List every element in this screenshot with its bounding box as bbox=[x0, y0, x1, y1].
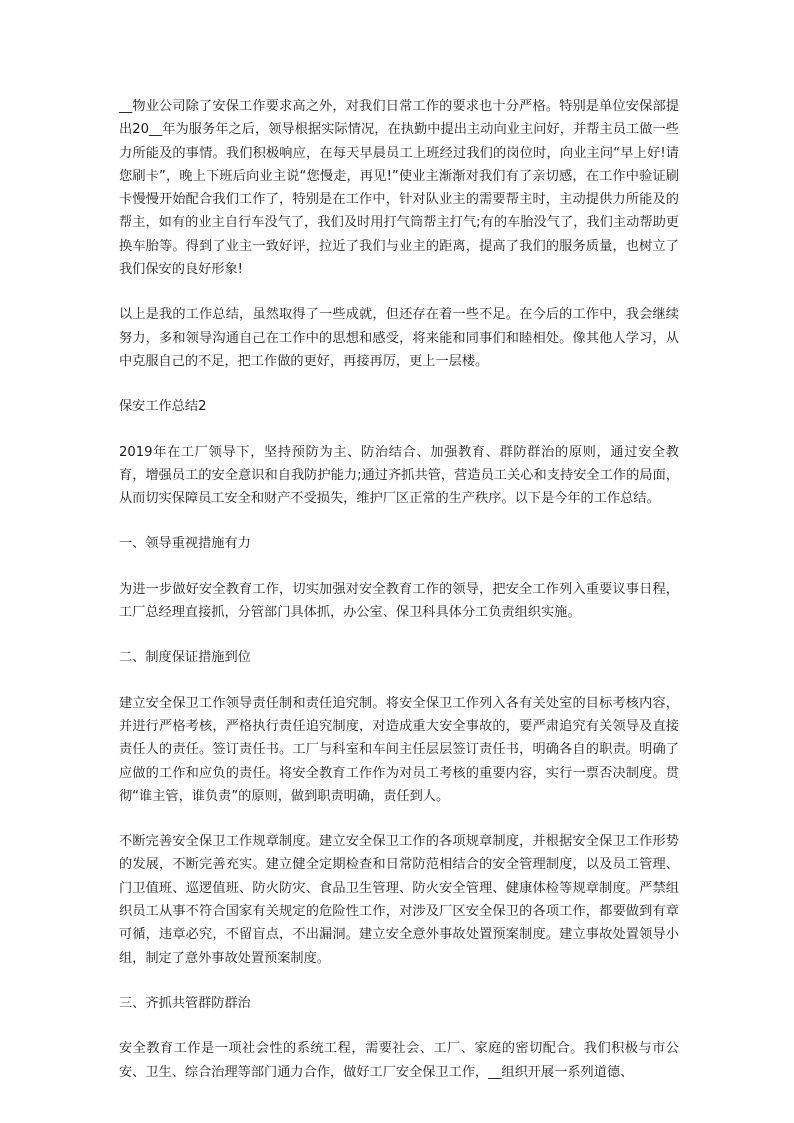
document-page bbox=[119, 95, 679, 1084]
heading-leadership: 一、领导重视措施有力 bbox=[119, 536, 251, 552]
paragraph-responsibility-system: 建立安全保卫工作领导责任制和责任追究制。将安全保卫工作列入各有关处室的目标考核内容，并进行严格考核，严格执行责任追究制度，对造成重大安全事故的，要严肃追究有关领导及直接责任人的责任。签订责任书。工厂与科室和车间主任层层签订责任书，明确各自的职责。明确了应做的工作和应负的责任。将安全教育工作作为对员工考核的重要内容，实行一票否决制度。贯彻“谁主管，谁负责”的原则，做到职责明确，责任到人。 bbox=[119, 695, 679, 804]
spacer bbox=[119, 510, 679, 532]
spacer bbox=[119, 1015, 679, 1037]
paragraph-rules-improvement: 不断完善安全保卫工作规章制度。建立安全保卫工作的各项规章制度，并根据安全保卫工作形势的发展，不断完善充实。建立健全定期检查和日常防范相结合的安全管理制度，以及员工管理、门卫值班、巡逻值班、防火防灾、食品卫生管理、防火安全管理、健康体检等规章制度。严禁组织员工从事不符合国家有关规定的危险性工作，对涉及厂区安全保卫的各项工作，都要做到有章可循，违章必究，不留盲点，不出漏洞。建立安全意外事故处置预案制度。建立事故处置领导小组，制定了意外事故处置预案制度。 bbox=[119, 834, 679, 966]
spacer bbox=[119, 624, 679, 646]
spacer bbox=[119, 373, 679, 395]
paragraph-leadership: 为进一步做好安全教育工作，切实加强对安全教育工作的领导，把安全工作列入重要议事日程，工厂总经理直接抓，分管部门具体抓，办公室、保卫科具体分工负责组织实施。 bbox=[119, 581, 679, 621]
spacer bbox=[119, 670, 679, 692]
heading-joint-management: 三、齐抓共管群防群治 bbox=[119, 995, 251, 1011]
heading-system-guarantee: 二、制度保证措施到位 bbox=[119, 650, 251, 666]
section-title-security-summary-2: 保安工作总结2 bbox=[119, 399, 207, 415]
paragraph-2019-overview: 2019年在工厂领导下，坚持预防为主、防治结合、加强教育、群防群治的原则，通过安全教育，增强员工的安全意识和自我防护能力;通过齐抓共管，营造员工关心和支持安全工作的局面，从而切实保障员工安全和财产不受损失，维护厂区正常的生产秩序。以下是今年的工作总结。 bbox=[119, 444, 679, 507]
paragraph-summary-conclusion: 以上是我的工作总结，虽然取得了一些成就，但还存在着一些不足。在今后的工作中，我会继续努力，多和领导沟通自己在工作中的思想和感受，将来能和同事们和睦相处。像其他人学习，从中克服自己的不足，把工作做的更好，再接再厉，更上一层楼。 bbox=[119, 307, 679, 369]
spacer bbox=[119, 281, 679, 303]
spacer bbox=[119, 556, 679, 578]
spacer bbox=[119, 970, 679, 992]
spacer bbox=[119, 808, 679, 830]
spacer bbox=[119, 419, 679, 441]
paragraph-social-cooperation: 安全教育工作是一项社会性的系统工程，需要社会、工厂、家庭的密切配合。我们积极与市公安、卫生、综合治理等部门通力合作，做好工厂安全保卫工作，__组织开展一系列道德、 bbox=[119, 1041, 679, 1080]
paragraph-property-company: __物业公司除了安保工作要求高之外，对我们日常工作的要求也十分严格。特别是单位安保部提出20__年为服务年之后，领导根据实际情况，在执勤中提出主动向业主问好，并帮主员工做一些力所能及的事情。我们积极响应，在每天早晨员工上班经过我们的岗位时，向业主问“早上好!请您刷卡”，晚上下班后向业主说“您慢走，再见!”使业主渐渐对我们有了亲切感，在工作中验证刷卡慢慢开始配合我们工作了，特别是在工作中，针对队业主的需要帮主时，主动提供力所能及的帮主，如有的业主自行车没气了，我们及时用打气筒帮主打气;有的车胎没气了，我们主动帮助更换车胎等。得到了业主一致好评，拉近了我们与业主的距离，提高了我们的服务质量，也树立了我们保安的良好形象! bbox=[119, 99, 679, 278]
